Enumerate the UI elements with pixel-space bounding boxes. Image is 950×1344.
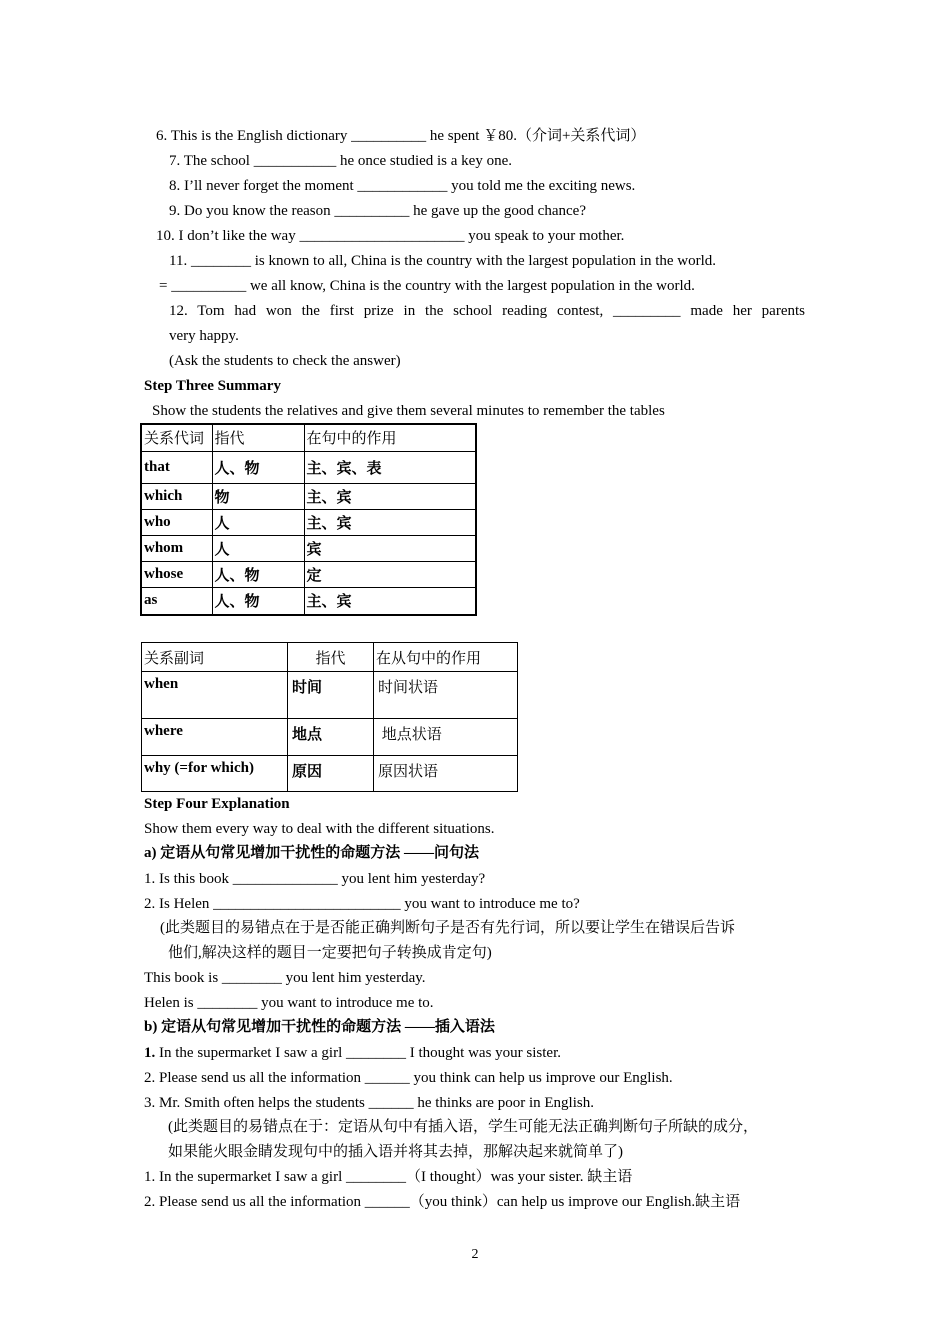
- exercise-line-7: 7. The school ___________ he once studied is a key one.: [169, 153, 512, 169]
- pronoun-cell: who: [141, 509, 212, 535]
- adverb-cell: why (=for which): [142, 756, 288, 792]
- table-row: [142, 719, 518, 756]
- pronoun-cell: that: [141, 451, 212, 483]
- table-header-row: [141, 424, 476, 451]
- table-header-row: [142, 643, 518, 672]
- pronoun-cell: whose: [141, 561, 212, 587]
- refers-cell: 时间: [288, 672, 374, 719]
- header-cell: 指代: [288, 643, 374, 672]
- table-row: [141, 535, 476, 561]
- step-three-intro: Show the students the relatives and give them several minutes to remember the tables: [152, 403, 665, 419]
- section-b-question-2: 2. Please send us all the information ______ you think can help us improve our English.: [144, 1070, 673, 1086]
- refers-cell: 人: [212, 535, 304, 561]
- exercise-line-11-alt: = __________ we all know, China is the country with the largest population in the world.: [159, 278, 695, 294]
- function-cell: 时间状语: [374, 672, 518, 719]
- pronoun-cell: which: [141, 483, 212, 509]
- refers-cell: 地点: [288, 719, 374, 756]
- function-cell: 主、宾: [304, 587, 476, 615]
- section-a-answer-1: This book is ________ you lent him yesterday.: [144, 970, 426, 986]
- refers-cell: 人、物: [212, 587, 304, 615]
- exercise-line-10: 10. I don’t like the way ______________________ you speak to your mother.: [156, 228, 625, 244]
- adverb-cell: when: [142, 672, 288, 719]
- section-a-note-line-1: (此类题目的易错点在于是否能正确判断句子是否有先行词，所以要让学生在错误后告诉: [160, 920, 735, 936]
- table-row: [141, 587, 476, 615]
- table-row: [141, 561, 476, 587]
- section-b-heading: b) 定语从句常见增加干扰性的命题方法 ——插入语法: [144, 1019, 495, 1035]
- section-b-question-1: [144, 1043, 561, 1063]
- exercise-line-6: 6. This is the English dictionary __________ he spent ￥80.（介词+关系代词）: [156, 128, 646, 144]
- pronoun-cell: whom: [141, 535, 212, 561]
- section-a-question-2: 2. Is Helen _________________________ you want to introduce me to?: [144, 896, 580, 912]
- pronoun-cell: as: [141, 587, 212, 615]
- header-cell: 在句中的作用: [304, 424, 476, 451]
- header-cell: 关系代词: [141, 424, 212, 451]
- section-b-question-3: 3. Mr. Smith often helps the students ______ he thinks are poor in English.: [144, 1095, 594, 1111]
- function-cell: 地点状语: [374, 719, 518, 756]
- header-cell: 指代: [212, 424, 304, 451]
- function-cell: 定: [304, 561, 476, 587]
- function-cell: 原因状语: [374, 756, 518, 792]
- step-four-heading: Step Four Explanation: [144, 796, 290, 812]
- section-a-heading: a) 定语从句常见增加干扰性的命题方法 ——问句法: [144, 845, 479, 861]
- exercise-line-12: 12. Tom had won the first prize in the school reading contest, _________ made her parents: [169, 303, 805, 319]
- function-cell: 宾: [304, 535, 476, 561]
- table-row: [141, 451, 476, 483]
- section-b-note-line-2: 如果能火眼金睛发现句中的插入语并将其去掉，那解决起来就简单了): [168, 1144, 623, 1160]
- header-cell: 在从句中的作用: [374, 643, 518, 672]
- section-a-question-1: 1. Is this book ______________ you lent him yesterday?: [144, 871, 486, 887]
- relative-pronoun-table: [140, 423, 477, 616]
- section-b-answer-1: 1. In the supermarket I saw a girl ________（I thought）was your sister. 缺主语: [144, 1169, 633, 1185]
- table-row: [141, 483, 476, 509]
- function-cell: 主、宾: [304, 483, 476, 509]
- step-three-heading: Step Three Summary: [144, 378, 281, 394]
- exercise-line-9: 9. Do you know the reason __________ he gave up the good chance?: [169, 203, 586, 219]
- question-text: In the supermarket I saw a girl ________ I thought was your sister.: [155, 1045, 562, 1061]
- exercise-line-12-cont: very happy.: [169, 328, 239, 344]
- function-cell: 主、宾、表: [304, 451, 476, 483]
- exercise-line-11: 11. ________ is known to all, China is the country with the largest population in the world.: [169, 253, 717, 269]
- relative-adverb-table: [141, 642, 518, 792]
- refers-cell: 原因: [288, 756, 374, 792]
- refers-cell: 人: [212, 509, 304, 535]
- refers-cell: 物: [212, 483, 304, 509]
- section-a-answer-2: Helen is ________ you want to introduce me to.: [144, 995, 434, 1011]
- header-cell: 关系副词: [142, 643, 288, 672]
- exercise-instruction: (Ask the students to check the answer): [169, 353, 401, 369]
- exercise-line-8: 8. I’ll never forget the moment ____________ you told me the exciting news.: [169, 178, 636, 194]
- section-a-note-line-2: 他们,解决这样的题目一定要把句子转换成肯定句): [168, 945, 492, 961]
- table-row: [142, 756, 518, 792]
- section-b-answer-2: 2. Please send us all the information ______（you think）can help us improve our English.缺主语: [144, 1194, 741, 1210]
- step-four-intro: Show them every way to deal with the different situations.: [144, 821, 495, 837]
- refers-cell: 人、物: [212, 451, 304, 483]
- adverb-cell: where: [142, 719, 288, 756]
- section-b-note-line-1: (此类题目的易错点在于：定语从句中有插入语，学生可能无法正确判断句子所缺的成分，: [168, 1119, 758, 1135]
- table-row: [141, 509, 476, 535]
- page-number: 2: [471, 1247, 479, 1262]
- function-cell: 主、宾: [304, 509, 476, 535]
- table-row: [142, 672, 518, 719]
- refers-cell: 人、物: [212, 561, 304, 587]
- question-number: 1.: [144, 1045, 156, 1061]
